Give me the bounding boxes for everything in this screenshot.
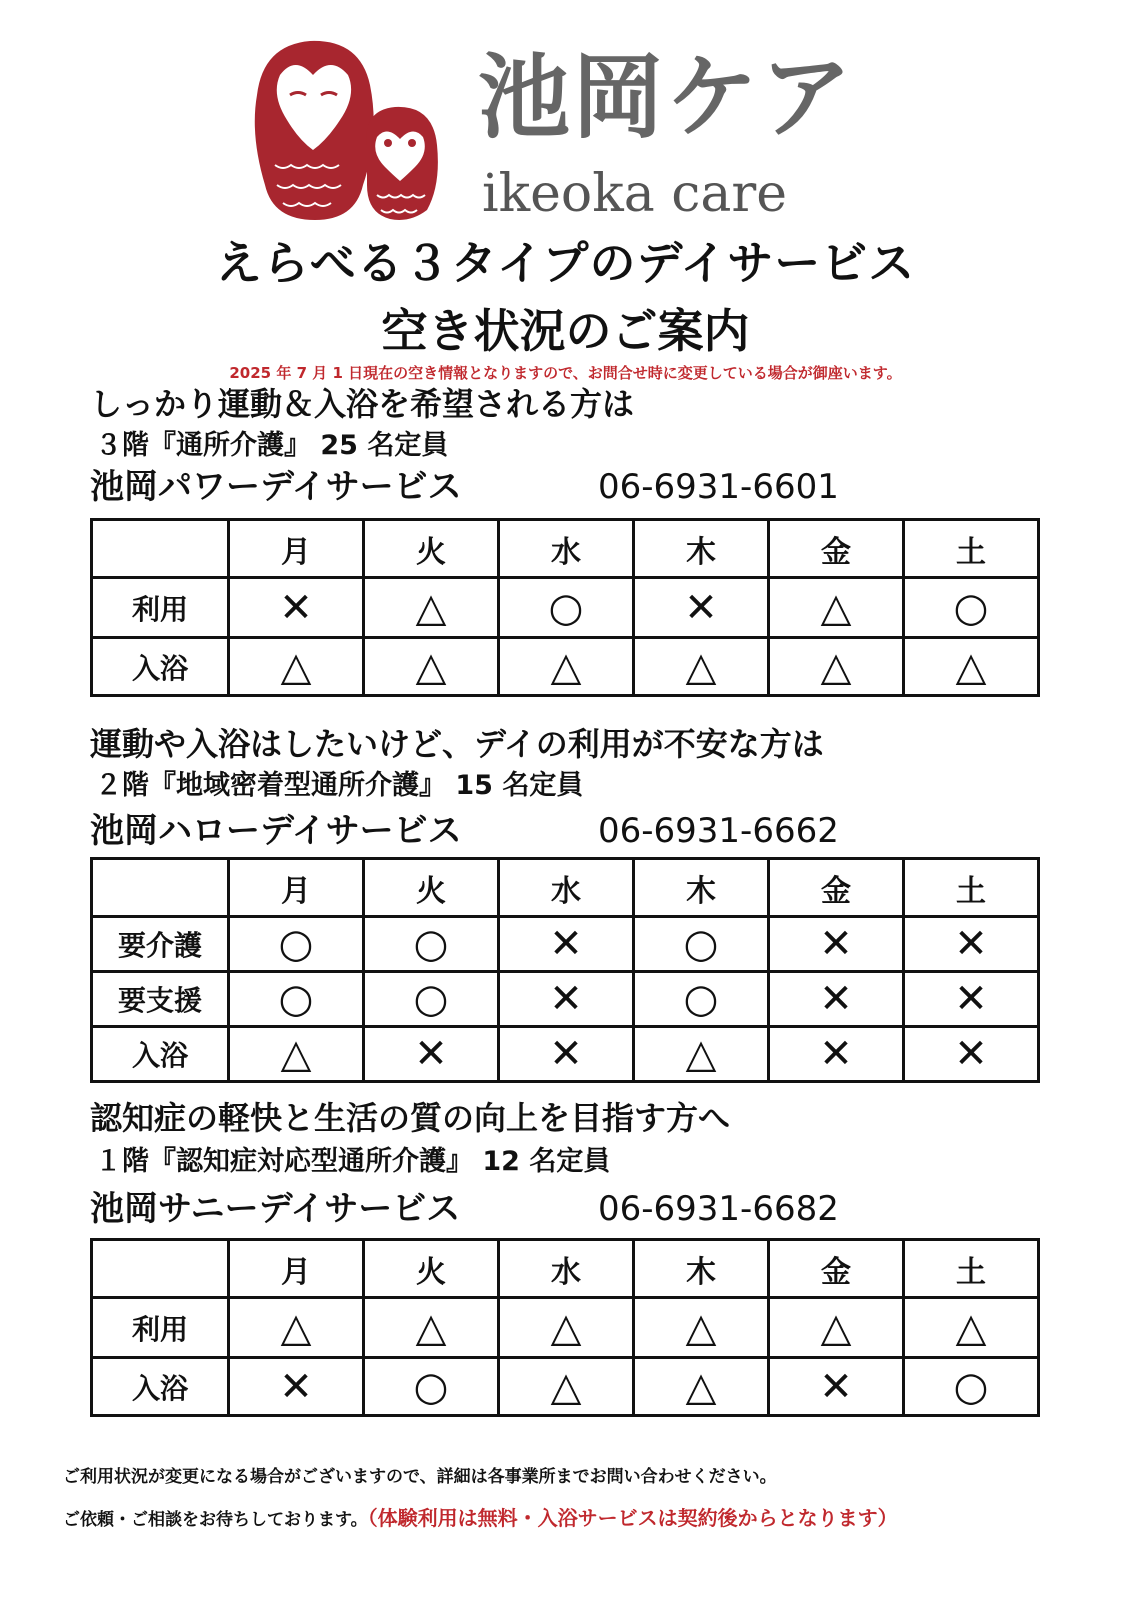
day-header: 月 [229, 1240, 364, 1298]
section-heading: しっかり運動＆入浴を希望される方は [90, 385, 635, 423]
day-header: 木 [634, 520, 769, 578]
availability-mark: ✕ [499, 1027, 634, 1082]
row-label: 入浴 [92, 1358, 229, 1416]
footer-contact [63, 1502, 898, 1531]
availability-mark: ○ [364, 917, 499, 972]
availability-mark: ✕ [229, 1358, 364, 1416]
section-floor: ３階『通所介護』 25 名定員 [95, 430, 449, 461]
table-row [92, 917, 1039, 972]
service-name: 池岡パワーデイサービス [90, 467, 462, 507]
day-header: 水 [499, 1240, 634, 1298]
day-header: 土 [904, 1240, 1039, 1298]
availability-mark: ○ [634, 972, 769, 1027]
section-heading: 認知症の軽快と生活の質の向上を目指す方へ [90, 1099, 731, 1137]
availability-mark: ○ [364, 972, 499, 1027]
day-header: 金 [769, 520, 904, 578]
row-label: 入浴 [92, 638, 229, 696]
availability-mark: ○ [904, 1358, 1039, 1416]
phone-number: 06-6931-6601 [598, 467, 839, 507]
availability-mark: △ [229, 638, 364, 696]
row-label: 入浴 [92, 1027, 229, 1082]
availability-mark: ✕ [634, 578, 769, 638]
availability-mark: ✕ [769, 917, 904, 972]
day-header: 月 [229, 520, 364, 578]
footer-trial-note: （体験利用は無料・入浴サービスは契約後からとなります） [367, 1506, 898, 1530]
day-header: 土 [904, 520, 1039, 578]
phone-number: 06-6931-6662 [598, 811, 839, 851]
table-row [92, 1027, 1039, 1082]
availability-mark: △ [364, 578, 499, 638]
availability-mark: ○ [229, 917, 364, 972]
availability-mark: △ [229, 1298, 364, 1358]
owl-logo-icon [245, 35, 445, 225]
service-name: 池岡サニーデイサービス [90, 1189, 461, 1229]
availability-mark: ○ [634, 917, 769, 972]
phone-number: 06-6931-6682 [598, 1189, 839, 1229]
service-line [90, 1189, 839, 1229]
availability-mark: △ [364, 1298, 499, 1358]
row-label: 要支援 [92, 972, 229, 1027]
availability-mark: ✕ [769, 1358, 904, 1416]
table-row [92, 638, 1039, 696]
table-row [92, 1358, 1039, 1416]
brand-name-en: ikeoka care [482, 164, 788, 224]
availability-mark: △ [499, 1298, 634, 1358]
availability-mark: △ [499, 638, 634, 696]
availability-mark: ✕ [904, 1027, 1039, 1082]
brand-name-jp: 池岡ケア [478, 44, 855, 151]
day-header: 金 [769, 859, 904, 917]
day-header: 火 [364, 859, 499, 917]
availability-mark: △ [904, 638, 1039, 696]
availability-mark: △ [769, 638, 904, 696]
table-row [92, 1298, 1039, 1358]
page-title: えらべる３タイプのデイサービス [215, 236, 916, 290]
availability-mark: ✕ [499, 917, 634, 972]
availability-table [90, 1238, 1040, 1417]
day-header: 金 [769, 1240, 904, 1298]
table-row [92, 578, 1039, 638]
date-notice: 2025 年 7 月 1 日現在の空き情報となりますので、お問合せ時に変更している場合が御座います。 [229, 364, 902, 382]
availability-mark: △ [904, 1298, 1039, 1358]
service-name: 池岡ハローデイサービス [90, 811, 462, 851]
availability-mark: △ [229, 1027, 364, 1082]
day-header: 木 [634, 859, 769, 917]
day-header: 水 [499, 520, 634, 578]
table-row [92, 972, 1039, 1027]
page-subtitle: 空き状況のご案内 [381, 304, 750, 358]
row-label: 利用 [92, 578, 229, 638]
availability-mark: ○ [229, 972, 364, 1027]
availability-mark: ✕ [904, 972, 1039, 1027]
section-heading: 運動や入浴はしたいけど、デイの利用が不安な方は [90, 725, 824, 763]
availability-table [90, 518, 1040, 697]
availability-mark: △ [769, 1298, 904, 1358]
table-corner [92, 520, 229, 578]
day-header: 木 [634, 1240, 769, 1298]
row-label: 利用 [92, 1298, 229, 1358]
section-floor: １階『認知症対応型通所介護』 12 名定員 [95, 1146, 611, 1177]
service-line [90, 467, 839, 507]
availability-mark: ✕ [499, 972, 634, 1027]
availability-mark: ✕ [769, 1027, 904, 1082]
footer-note: ご利用状況が変更になる場合がございますので、詳細は各事業所までお問い合わせください。 [63, 1467, 777, 1487]
day-header: 火 [364, 520, 499, 578]
availability-mark: ○ [499, 578, 634, 638]
day-header: 火 [364, 1240, 499, 1298]
availability-mark: ✕ [229, 578, 364, 638]
availability-mark: ✕ [364, 1027, 499, 1082]
table-corner [92, 859, 229, 917]
availability-mark: △ [364, 638, 499, 696]
availability-table [90, 857, 1040, 1083]
availability-mark: ○ [904, 578, 1039, 638]
availability-mark: ○ [364, 1358, 499, 1416]
day-header: 水 [499, 859, 634, 917]
day-header: 土 [904, 859, 1039, 917]
availability-mark: △ [634, 1027, 769, 1082]
availability-mark: ✕ [769, 972, 904, 1027]
availability-mark: △ [769, 578, 904, 638]
row-label: 要介護 [92, 917, 229, 972]
day-header: 月 [229, 859, 364, 917]
service-line [90, 811, 839, 851]
availability-mark: △ [499, 1358, 634, 1416]
availability-mark: ✕ [904, 917, 1039, 972]
availability-mark: △ [634, 1358, 769, 1416]
footer-contact-text: ご依頼・ご相談をお待ちしております。 [63, 1510, 368, 1530]
table-corner [92, 1240, 229, 1298]
section-floor: ２階『地域密着型通所介護』 15 名定員 [95, 770, 584, 801]
availability-mark: △ [634, 1298, 769, 1358]
availability-mark: △ [634, 638, 769, 696]
